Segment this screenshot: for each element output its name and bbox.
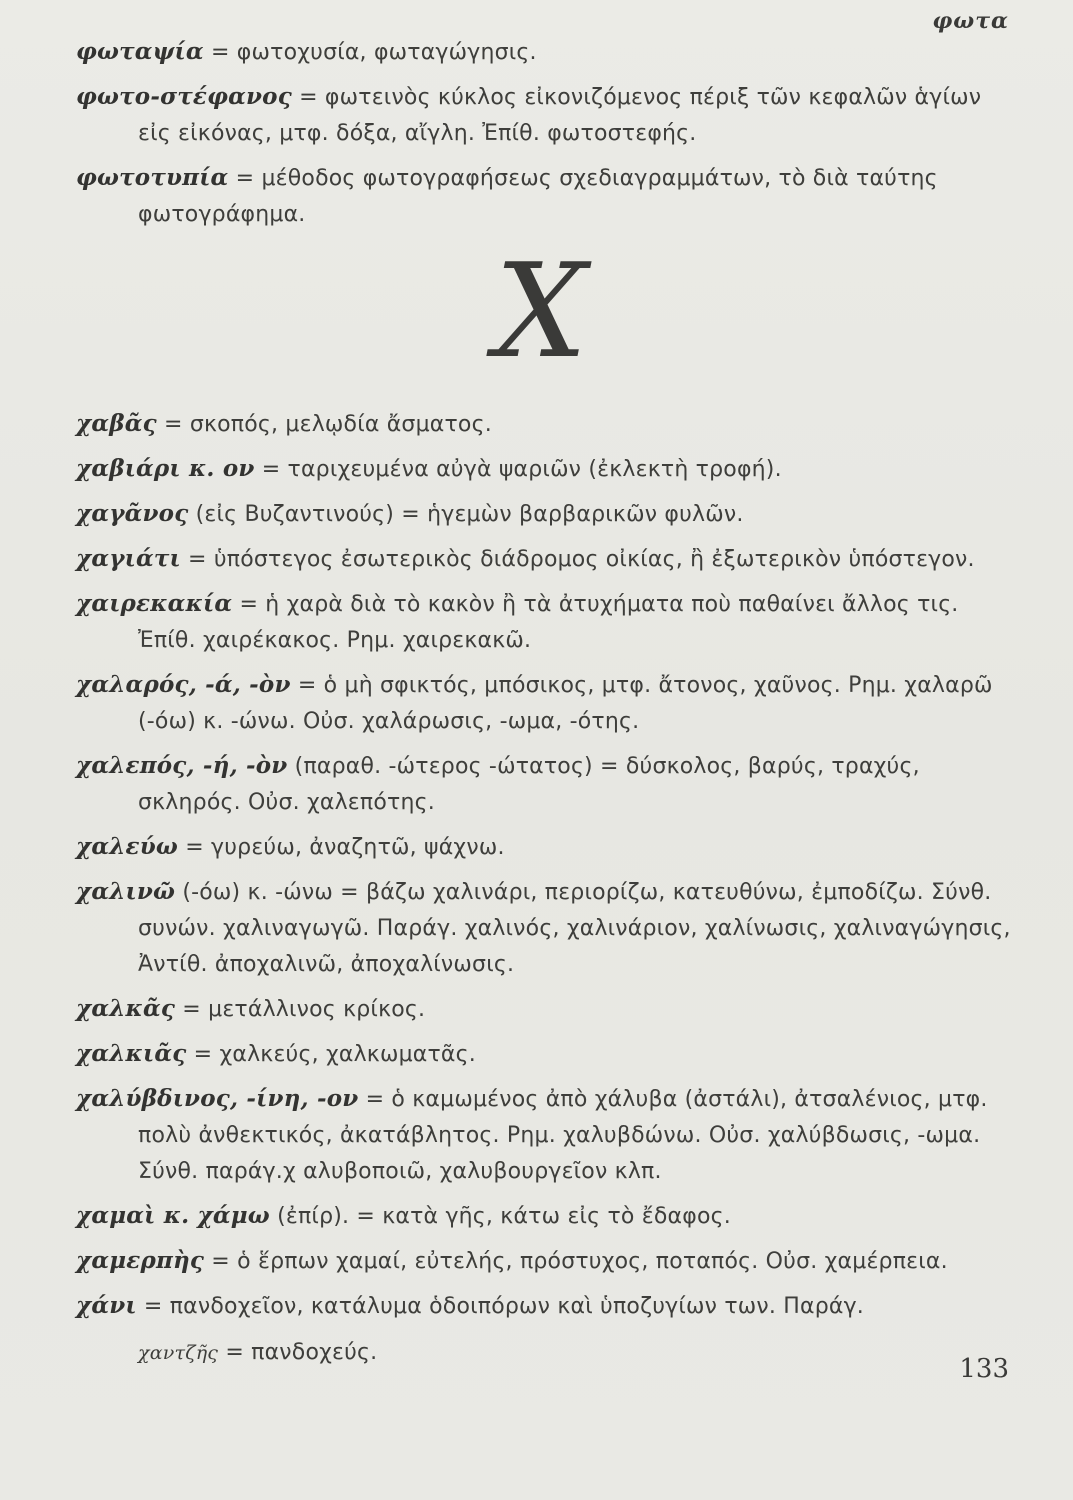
entry-headword: χαλινῶ bbox=[76, 878, 176, 905]
entry-definition: = μέθοδος φωτογραφήσεως σχεδιαγραμμάτων, τὸ διὰ ταύτης φωτογράφημα. bbox=[138, 166, 938, 227]
entry-headword: χαγᾶνος bbox=[76, 500, 189, 527]
dictionary-entry bbox=[76, 160, 1011, 233]
entry-headword: χαλεύω bbox=[76, 833, 178, 860]
dictionary-entry bbox=[76, 586, 1011, 659]
section-letter-chi bbox=[466, 238, 616, 378]
sub-entry-headword: χαντζῆς bbox=[138, 1342, 219, 1364]
dictionary-entry bbox=[76, 1198, 1011, 1235]
entry-definition: (παραθ. -ώτερος -ώτατος) = δύσκολος, βαρύς, τραχύς, σκληρός. Οὐσ. χαλεπότης. bbox=[138, 754, 920, 815]
entry-definition: = φωτοχυσία, φωταγώγησις. bbox=[203, 40, 537, 65]
entry-definition: = μετάλλινος κρίκος. bbox=[175, 997, 426, 1022]
dictionary-entry bbox=[76, 79, 1011, 152]
dictionary-entry bbox=[76, 1288, 1011, 1371]
entry-headword: χαιρεκακία bbox=[76, 590, 233, 617]
dictionary-entry bbox=[76, 748, 1011, 821]
entry-definition: = ταριχευμένα αὐγὰ ψαριῶν (ἐκλεκτὴ τροφή). bbox=[254, 457, 782, 482]
entry-definition: (-όω) κ. -ώνω = βάζω χαλινάρι, περιορίζω, κατευθύνω, ἐμποδίζω. Σύνθ. συνών. χαλιναγωγῶ. Παράγ. χαλινός, χαλινάριον, χαλίνωσις, χαλιναγώγησις, Ἀντίθ. ἀποχαλινῶ, ἀποχαλίνωσις. bbox=[138, 880, 1011, 977]
dictionary-entry bbox=[76, 451, 1011, 488]
section-letter-glyph: Χ bbox=[494, 238, 588, 378]
entries-top bbox=[76, 34, 1011, 241]
entry-headword: φωταψία bbox=[76, 38, 204, 65]
entry-headword: φωτο-στέφανος bbox=[76, 83, 292, 110]
page-number: 133 bbox=[959, 1354, 1009, 1384]
sub-entry-definition: = πανδοχεύς. bbox=[218, 1340, 378, 1365]
entry-headword: φωτοτυπία bbox=[76, 164, 229, 191]
entry-definition: = ὁ μὴ σφικτός, μπόσικος, μτφ. ἄτονος, χαῦνος. Ρημ. χαλαρῶ (-όω) κ. -ώνω. Οὐσ. χαλάρωσις, -ωμα, -ότης. bbox=[138, 673, 993, 734]
entry-definition: = πανδοχεῖον, κατάλυμα ὁδοιπόρων καὶ ὑποζυγίων των. Παράγ. bbox=[136, 1294, 865, 1319]
entry-headword: χαλκιᾶς bbox=[76, 1040, 187, 1067]
dictionary-entry bbox=[76, 34, 1011, 71]
dictionary-entry bbox=[76, 1081, 1011, 1190]
entry-headword: χαλκᾶς bbox=[76, 995, 176, 1022]
entry-headword: χάνι bbox=[76, 1292, 137, 1319]
entry-definition: = χαλκεύς, χαλκωματᾶς. bbox=[186, 1042, 476, 1067]
entry-headword: χαβᾶς bbox=[76, 410, 157, 437]
dictionary-entry bbox=[76, 1036, 1011, 1073]
entry-headword: χαβιάρι κ. ον bbox=[76, 455, 255, 482]
entry-headword: χαλύβδινος, -ίνη, -ον bbox=[76, 1085, 359, 1112]
entry-headword: χαλεπός, -ή, -ὸν bbox=[76, 752, 288, 779]
dictionary-entry bbox=[76, 496, 1011, 533]
entry-headword: χαγιάτι bbox=[76, 545, 181, 572]
dictionary-entry bbox=[76, 1243, 1011, 1280]
sub-entry bbox=[138, 1335, 1011, 1371]
dictionary-entry bbox=[76, 667, 1011, 740]
entry-definition: = ἡ χαρὰ διὰ τὸ κακὸν ἢ τὰ ἀτυχήματα ποὺ παθαίνει ἄλλος τις. Ἐπίθ. χαιρέκακος. Ρημ. χαιρεκακῶ. bbox=[138, 592, 959, 653]
entries-bottom bbox=[76, 406, 1011, 1379]
entry-headword: χαλαρός, -ά, -ὸν bbox=[76, 671, 291, 698]
dictionary-entry bbox=[76, 829, 1011, 866]
entry-headword: χαμερπὴς bbox=[76, 1247, 205, 1274]
dictionary-entry bbox=[76, 541, 1011, 578]
dictionary-entry bbox=[76, 991, 1011, 1028]
dictionary-entry bbox=[76, 874, 1011, 983]
entry-definition: = ὁ ἕρπων χαμαί, εὐτελής, πρόστυχος, ποταπός. Οὐσ. χαμέρπεια. bbox=[204, 1249, 948, 1274]
entry-definition: (εἰς Βυζαντινούς) = ἡγεμὼν βαρβαρικῶν φυλῶν. bbox=[188, 502, 744, 527]
dictionary-entry bbox=[76, 406, 1011, 443]
running-head: φωτα bbox=[932, 8, 1009, 34]
entry-definition: (ἐπίρ). = κατὰ γῆς, κάτω εἰς τὸ ἔδαφος. bbox=[269, 1204, 731, 1229]
entry-definition: = ὑπόστεγος ἐσωτερικὸς διάδρομος οἰκίας, ἢ ἐξωτερικὸν ὑπόστεγον. bbox=[180, 547, 975, 572]
entry-headword: χαμαὶ κ. χάμω bbox=[76, 1202, 270, 1229]
entry-definition: = φωτεινὸς κύκλος εἰκονιζόμενος πέριξ τῶν κεφαλῶν ἁγίων εἰς εἰκόνας, μτφ. δόξα, αἴγλη. Ἐπίθ. φωτοστεφής. bbox=[138, 85, 982, 146]
entry-definition: = γυρεύω, ἀναζητῶ, ψάχνω. bbox=[178, 835, 505, 860]
entry-definition: = σκοπός, μελῳδία ἄσματος. bbox=[156, 412, 492, 437]
entry-definition: = ὁ καμωμένος ἀπὸ χάλυβα (ἀστάλι), ἀτσαλένιος, μτφ. πολὺ ἀνθεκτικός, ἀκατάβλητος. Ρημ. χαλυβδώνω. Οὐσ. χαλύβδωσις, -ωμα. Σύνθ. παράγ.χ αλυβοποιῶ, χαλυβουργεῖον κλπ. bbox=[138, 1087, 988, 1184]
